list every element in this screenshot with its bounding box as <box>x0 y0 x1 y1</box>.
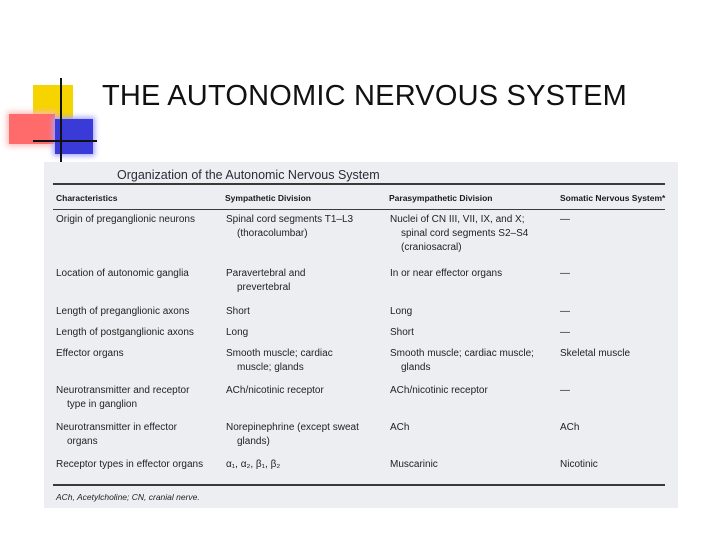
header-parasympathetic: Parasympathetic Division <box>389 193 493 203</box>
cell-line: glands) <box>237 436 270 447</box>
cell-somatic <box>560 326 570 340</box>
cell-line: Nicotinic <box>560 459 598 470</box>
table-top-rule <box>53 183 665 185</box>
cell-line: Origin of preganglionic neurons <box>56 214 195 225</box>
cell-line: Long <box>390 306 413 317</box>
table-image <box>44 162 678 508</box>
cell-somatic <box>560 347 630 361</box>
cell-characteristic <box>56 384 189 412</box>
cell-line: Length of postganglionic axons <box>56 327 194 338</box>
cell-parasympathetic <box>390 421 409 435</box>
table-bottom-rule <box>53 484 665 486</box>
cell-line: ACh <box>390 422 410 433</box>
cell-line: Smooth muscle; cardiac <box>226 348 333 359</box>
cell-line: Long <box>226 327 249 338</box>
cell-line: Location of autonomic ganglia <box>56 268 189 279</box>
cell-somatic <box>560 267 570 281</box>
cell-line: type in ganglion <box>67 399 138 410</box>
cell-line: Short <box>226 306 250 317</box>
slide-title: THE AUTONOMIC NERVOUS SYSTEM <box>102 80 627 112</box>
cell-line: — <box>560 385 570 396</box>
cell-line: Neurotransmitter in effector <box>56 422 177 433</box>
cell-line: Effector organs <box>56 348 124 359</box>
table-caption: Organization of the Autonomic Nervous System <box>117 168 380 182</box>
cell-sympathetic <box>226 213 353 241</box>
cell-characteristic <box>56 421 177 449</box>
cell-sympathetic <box>226 384 324 398</box>
cell-line: prevertebral <box>237 282 291 293</box>
cell-parasympathetic <box>390 384 488 398</box>
cell-line: Short <box>390 327 414 338</box>
cell-somatic <box>560 421 579 435</box>
cell-line: (craniosacral) <box>401 242 462 253</box>
header-characteristics: Characteristics <box>56 193 118 203</box>
cell-line: Muscarinic <box>390 459 438 470</box>
cell-sympathetic <box>226 458 280 472</box>
cell-line: organs <box>67 436 98 447</box>
cell-sympathetic <box>226 305 250 319</box>
ornament-horizontal-line <box>33 140 97 142</box>
cell-somatic <box>560 458 598 472</box>
cell-somatic <box>560 213 570 227</box>
cell-line: glands <box>401 362 431 373</box>
cell-sympathetic <box>226 347 333 375</box>
ornament-vertical-line <box>60 78 62 162</box>
cell-characteristic <box>56 213 195 227</box>
cell-parasympathetic <box>390 305 412 319</box>
cell-characteristic <box>56 305 189 319</box>
cell-line: Nuclei of CN III, VII, IX, and X; <box>390 214 525 225</box>
cell-line: Receptor types in effector organs <box>56 459 204 470</box>
cell-line: — <box>560 306 570 317</box>
cell-parasympathetic <box>390 326 414 340</box>
cell-line: — <box>560 268 570 279</box>
cell-line: — <box>560 327 570 338</box>
cell-characteristic <box>56 326 194 340</box>
cell-line: ACh/nicotinic receptor <box>390 385 488 396</box>
cell-somatic <box>560 384 570 398</box>
cell-line: Skeletal muscle <box>560 348 631 359</box>
cell-characteristic <box>56 458 203 472</box>
cell-line: spinal cord segments S2–S4 <box>401 228 529 239</box>
cell-line: (thoracolumbar) <box>237 228 308 239</box>
cell-line: muscle; glands <box>237 362 304 373</box>
cell-sympathetic <box>226 421 359 449</box>
cell-sympathetic <box>226 267 306 295</box>
cell-parasympathetic <box>390 213 528 255</box>
cell-line: Spinal cord segments T1–L3 <box>226 214 354 225</box>
cell-line: Smooth muscle; cardiac muscle; <box>390 348 534 359</box>
table-header-rule <box>53 209 665 210</box>
cell-parasympathetic <box>390 458 438 472</box>
cell-line: ACh/nicotinic receptor <box>226 385 324 396</box>
header-somatic: Somatic Nervous System* <box>560 193 666 203</box>
cell-line: α₁, α₂, β₁, β₂ <box>226 459 281 470</box>
cell-sympathetic <box>226 326 248 340</box>
cell-parasympathetic <box>390 347 534 375</box>
cell-characteristic <box>56 347 124 361</box>
cell-somatic <box>560 305 570 319</box>
cell-line: Length of preganglionic axons <box>56 306 190 317</box>
cell-characteristic <box>56 267 189 281</box>
header-sympathetic: Sympathetic Division <box>225 193 311 203</box>
cell-line: — <box>560 214 570 225</box>
cell-line: Paravertebral and <box>226 268 306 279</box>
cell-line: Neurotransmitter and receptor <box>56 385 190 396</box>
table-footnote: ACh, Acetylcholine; CN, cranial nerve. <box>56 492 200 502</box>
cell-line: In or near effector organs <box>390 268 503 279</box>
cell-line: ACh <box>560 422 580 433</box>
cell-parasympathetic <box>390 267 502 281</box>
cell-line: Norepinephrine (except sweat <box>226 422 359 433</box>
